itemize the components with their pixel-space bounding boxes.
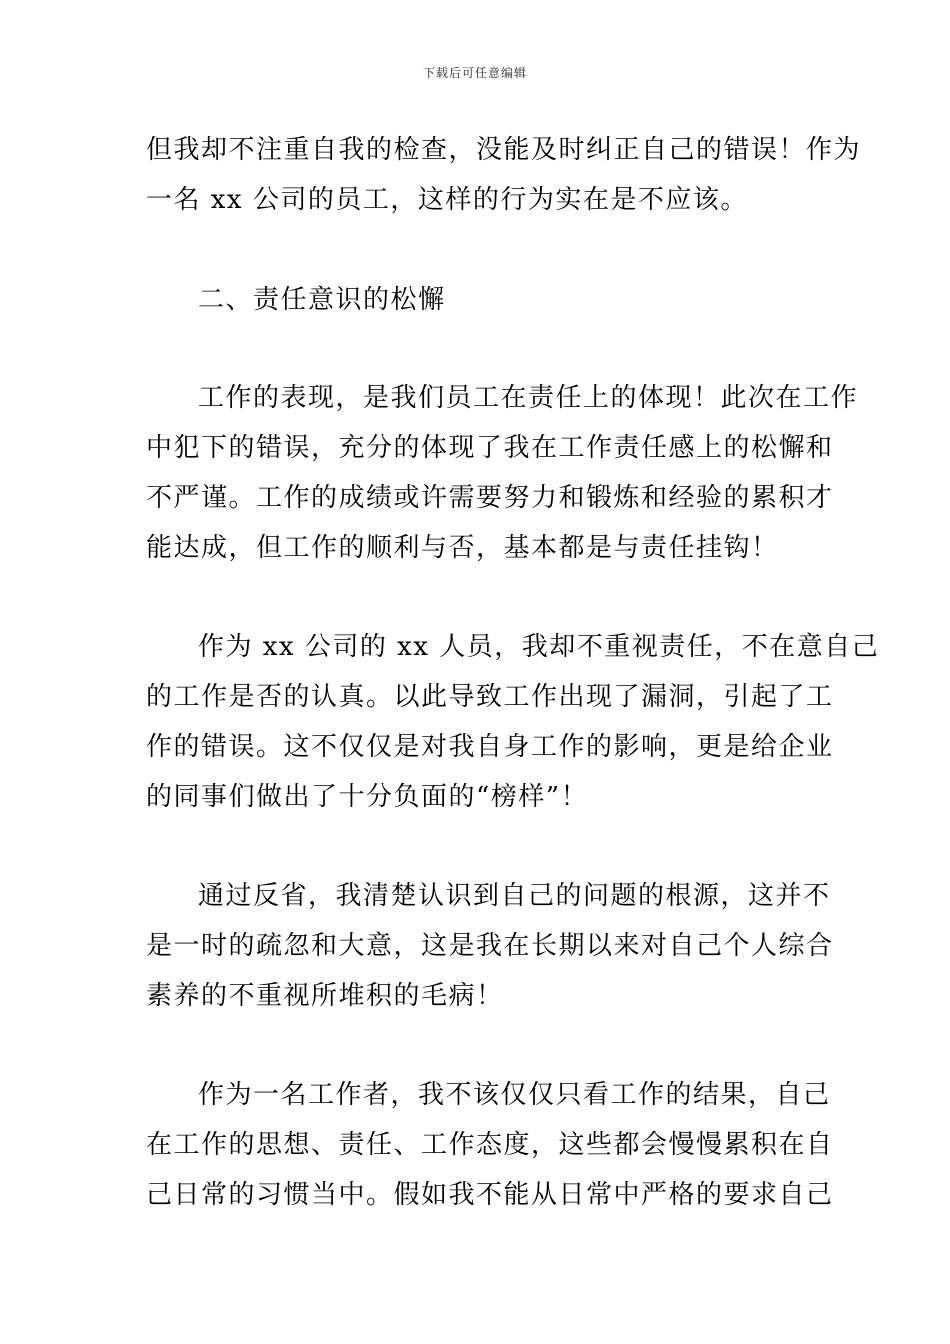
section-heading (146, 275, 810, 325)
paragraph-3 (146, 622, 880, 822)
paragraph-line: 在工作的思想、责任、工作态度，这些都会慢慢累积在自 (146, 1130, 834, 1160)
page-header: 下载后可任意编辑 (422, 66, 527, 80)
paragraph-line: 但我却不注重自我的检查，没能及时纠正自己的错误！作为 (146, 135, 862, 165)
paragraph-line: 中犯下的错误，充分的体现了我在工作责任感上的松懈和 (146, 433, 834, 463)
paragraph-line: 作为 xx 公司的 xx 人员，我却不重视责任，不在意自己 (198, 632, 880, 662)
paragraph-line: 己日常的习惯当中。假如我不能从日常中严格的要求自己 (146, 1180, 834, 1210)
paragraph-line: 素养的不重视所堆积的毛病！ (146, 981, 504, 1011)
paragraph-line: 是一时的疏忽和大意，这是我在长期以来对自己个人综合 (146, 931, 834, 961)
paragraph-line: 的工作是否的认真。以此导致工作出现了漏洞，引起了工 (146, 682, 834, 712)
paragraph-line: 通过反省，我清楚认识到自己的问题的根源，这并不 (198, 881, 831, 911)
paragraph-line: 一名 xx 公司的员工，这样的行为实在是不应该。 (146, 185, 748, 215)
paragraph-line: 作的错误。这不仅仅是对我自身工作的影响，更是给企业 (146, 732, 834, 762)
paragraph-line: 作为一名工作者，我不该仅仅只看工作的结果，自己 (198, 1080, 831, 1110)
section-heading-text: 二、责任意识的松懈 (198, 285, 446, 315)
paragraph-1 (146, 125, 862, 225)
paragraph-line: 能达成，但工作的顺利与否，基本都是与责任挂钩！ (146, 533, 779, 563)
paragraph-2 (146, 373, 859, 573)
paragraph-5 (146, 1070, 834, 1220)
paragraph-4 (146, 871, 834, 1021)
paragraph-line: 不严谨。工作的成绩或许需要努力和锻炼和经验的累积才 (146, 483, 834, 513)
paragraph-line: 工作的表现，是我们员工在责任上的体现！此次在工作 (198, 383, 859, 413)
paragraph-line: 的同事们做出了十分负面的“榜样”！ (146, 782, 589, 812)
